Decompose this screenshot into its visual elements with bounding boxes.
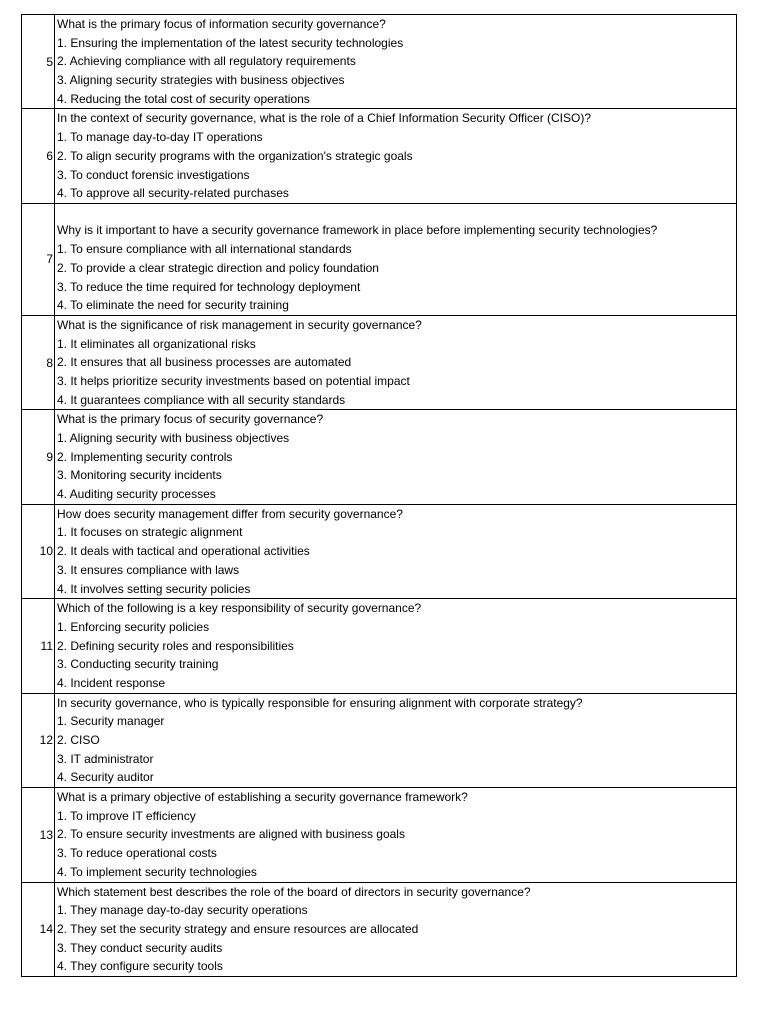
question-text: Which statement best describes the role of the board of directors in security governance? [57, 884, 531, 899]
answer-option: 4. It guarantees compliance with all security standards [57, 392, 346, 407]
question-row [22, 504, 737, 598]
question-number: 14 [22, 882, 55, 976]
question-text: In the context of security governance, what is the role of a Chief Information Security Officer (CISO)? [57, 111, 592, 126]
question-number: 9 [22, 410, 55, 504]
answer-option: 4. Auditing security processes [57, 487, 216, 502]
answer-option: 1. Security manager [57, 714, 165, 729]
answer-option: 3. Monitoring security incidents [57, 468, 222, 483]
answer-option: 3. To reduce operational costs [57, 846, 217, 861]
answer-option: 1. It eliminates all organizational risks [57, 336, 256, 351]
question-row [22, 882, 737, 976]
question-number: 11 [22, 599, 55, 693]
answer-option: 4. Incident response [57, 675, 166, 690]
answer-option: 4. Reducing the total cost of security operations [57, 91, 310, 106]
answer-option: 1. To ensure compliance with all international standards [57, 242, 352, 257]
question-row [22, 693, 737, 787]
question-row [22, 410, 737, 504]
question-cell [55, 410, 737, 504]
question-text: In security governance, who is typically responsible for ensuring alignment with corporate strategy? [57, 695, 583, 710]
answer-option: 4. Security auditor [57, 770, 154, 785]
answer-option: 2. Implementing security controls [57, 449, 233, 464]
answer-option: 2. Achieving compliance with all regulatory requirements [57, 54, 356, 69]
question-row [22, 788, 737, 882]
question-row [22, 315, 737, 409]
answer-option: 1. Aligning security with business objectives [57, 431, 290, 445]
question-row [22, 109, 737, 203]
question-cell [55, 15, 737, 109]
answer-option: 2. It deals with tactical and operational activities [57, 544, 310, 559]
question-number: 6 [22, 109, 55, 203]
question-cell [55, 599, 737, 693]
question-table [21, 14, 737, 977]
answer-option: 3. To conduct forensic investigations [57, 167, 250, 182]
answer-option: 3. It helps prioritize security investments based on potential impact [57, 373, 410, 388]
question-text: What is the significance of risk management in security governance? [57, 317, 422, 332]
question-text: What is the primary focus of information security governance? [57, 17, 386, 31]
answer-option: 2. To ensure security investments are aligned with business goals [57, 827, 405, 842]
answer-option: 3. It ensures compliance with laws [57, 562, 240, 577]
question-text: Which of the following is a key responsibility of security governance? [57, 601, 422, 616]
question-cell [55, 504, 737, 598]
answer-option: 3. To reduce the time required for technology deployment [57, 279, 361, 294]
answer-option: 1. To manage day-to-day IT operations [57, 130, 263, 145]
answer-option: 4. It involves setting security policies [57, 581, 251, 596]
answer-option: 4. To eliminate the need for security training [57, 298, 289, 313]
question-cell [55, 109, 737, 203]
question-number: 10 [22, 504, 55, 598]
answer-option: 1. Enforcing security policies [57, 619, 210, 634]
question-cell [55, 882, 737, 976]
question-text: How does security management differ from security governance? [57, 506, 403, 521]
answer-option: 2. To provide a clear strategic direction and policy foundation [57, 260, 379, 275]
answer-option: 2. Defining security roles and responsibilities [57, 638, 294, 653]
question-row [22, 15, 737, 109]
answer-option: 4. They configure security tools [57, 959, 223, 974]
answer-option: 4. To implement security technologies [57, 864, 257, 879]
question-number: 5 [22, 15, 55, 109]
question-cell [55, 693, 737, 787]
question-cell [55, 315, 737, 409]
question-number: 8 [22, 315, 55, 409]
answer-option: 2. They set the security strategy and ensure resources are allocated [57, 921, 419, 936]
answer-option: 1. To improve IT efficiency [57, 808, 196, 823]
answer-option: 3. They conduct security audits [57, 940, 223, 955]
answer-option: 2. It ensures that all business processes are automated [57, 355, 352, 370]
answer-option: 3. IT administrator [57, 751, 154, 766]
question-number: 13 [22, 788, 55, 882]
answer-option: 4. To approve all security-related purchases [57, 186, 289, 201]
answer-option: 2. CISO [57, 733, 100, 747]
question-cell [55, 203, 737, 315]
answer-option: 1. Ensuring the implementation of the latest security technologies [57, 35, 404, 50]
answer-option: 1. It focuses on strategic alignment [57, 525, 243, 540]
question-text: What is the primary focus of security governance? [57, 412, 324, 427]
question-row [22, 203, 737, 315]
question-number: 7 [22, 203, 55, 315]
answer-option: 2. To align security programs with the organization's strategic goals [57, 148, 413, 163]
question-text: Why is it important to have a security governance framework in place before implementing security technologies? [57, 223, 658, 238]
question-cell [55, 788, 737, 882]
question-row [22, 599, 737, 693]
answer-option: 3. Aligning security strategies with business objectives [57, 73, 345, 88]
question-number: 12 [22, 693, 55, 787]
question-text: What is a primary objective of establishing a security governance framework? [57, 790, 468, 805]
answer-option: 3. Conducting security training [57, 657, 219, 672]
answer-option: 1. They manage day-to-day security operations [57, 903, 308, 918]
